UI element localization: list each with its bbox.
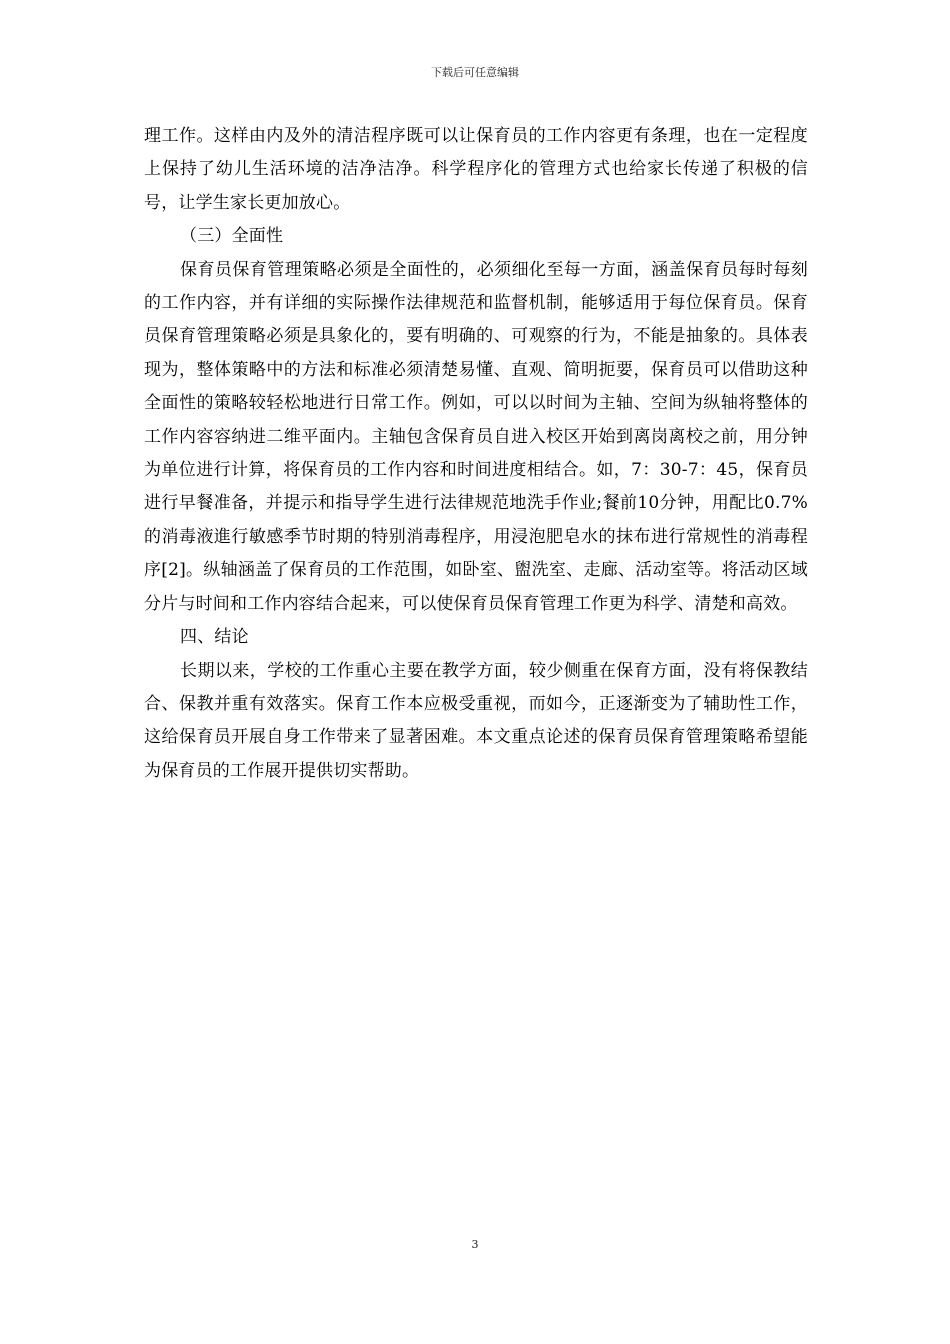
page-header: 下载后可任意编辑: [431, 66, 519, 79]
document-body: [144, 120, 808, 788]
paragraph-comprehensiveness: 保育员保育管理策略必须是全面性的，必须细化至每一方面，涵盖保育员每时每刻的工作内容，并有详细的实际操作法律规范和监督机制，能够适用于每位保育员。保育员保育管理策略必须是具象化的，要有明确的、可观察的行为，不能是抽象的。具体表现为，整体策略中的方法和标准必须清楚易懂、直观、简明扼要，保育员可以借助这种全面性的策略较轻松地进行日常工作。例如，可以以时间为主轴、空间为纵轴将整体的工作内容容纳进二维平面内。主轴包含保育员自进入校区开始到离岗离校之前，用分钟为单位进行计算，将保育员的工作内容和时间进度相结合。如，7：30-7：45，保育员进行早餐准备，并提示和指导学生进行法律规范地洗手作业;餐前10分钟，用配比0.7%的消毒液進行敏感季节时期的特别消毒程序，用浸泡肥皂水的抹布进行常规性的消毒程序[2]。纵轴涵盖了保育员的工作范围，如卧室、盥洗室、走廊、活动室等。将活动区域分片与时间和工作内容结合起来，可以使保育员保育管理工作更为科学、清楚和高效。: [144, 259, 808, 614]
section-heading-conclusion: 四、结论: [180, 627, 249, 648]
section-heading-comprehensiveness: （三）全面性: [180, 226, 284, 247]
paragraph-conclusion: 长期以来，学校的工作重心主要在教学方面，较少侧重在保育方面，没有将保教结合、保教并重有效落实。保育工作本应极受重视，而如今，正逐渐变为了辅助性工作，这给保育员开展自身工作带来了显著困难。本文重点论述的保育员保育管理策略希望能为保育员的工作展开提供切实帮助。: [144, 660, 808, 781]
page-number: 3: [471, 1238, 479, 1251]
paragraph-continuation: 理工作。这样由内及外的清洁程序既可以让保育员的工作内容更有条理，也在一定程度上保持了幼儿生活环境的洁净洁净。科学程序化的管理方式也给家长传递了积极的信号，让学生家长更加放心。: [144, 126, 808, 213]
